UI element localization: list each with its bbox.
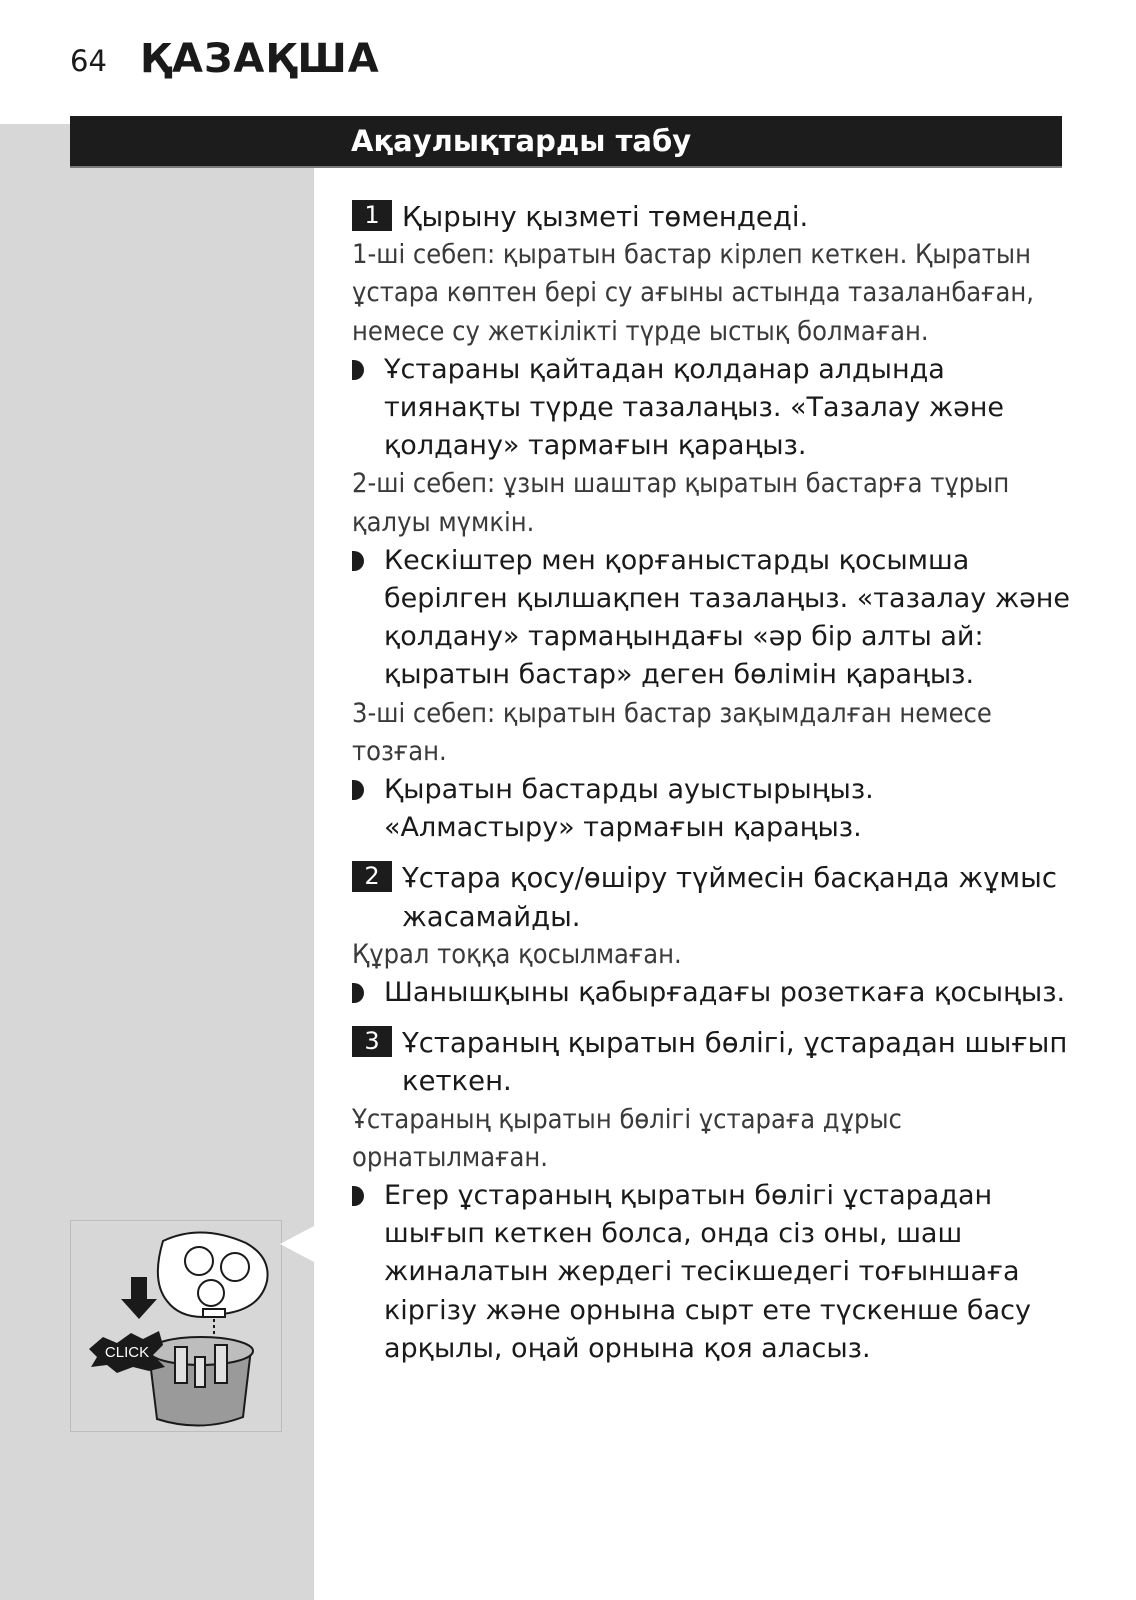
language-title: ҚАЗАҚША xyxy=(140,36,380,82)
cause-text: 1-ші себеп: қыратын бастар кірлеп кеткен. Қыратын ұстара көптен бері су ағыны астында тазаланбаған, немесе су жеткілікті түрде ыстық болмаған. xyxy=(352,239,1035,347)
issue-number-badge: 1 xyxy=(352,200,392,231)
section-title: Ақаулықтарды табу xyxy=(351,124,692,158)
issue-title: Қырыну қызметі төмендеді. xyxy=(402,201,809,233)
bullet-icon xyxy=(352,360,364,380)
illustration-pointer xyxy=(280,1226,314,1262)
bullet-icon xyxy=(352,551,364,571)
issue-number-badge: 2 xyxy=(352,861,392,892)
bullet-icon xyxy=(352,1186,364,1206)
page-number: 64 xyxy=(70,44,107,78)
section-header-bar xyxy=(70,116,1062,166)
cause-text: Құрал тоққа қосылмаған. xyxy=(352,938,682,970)
issue-1-heading xyxy=(352,198,1072,236)
action-text: Кескіштер мен қорғаныстарды қосымша берілген қылшақпен тазалаңыз. «тазалау және қолдану» тармаңындағы «әр бір алты ай: қыратын бастар» деген бөлімін қараңыз. xyxy=(384,544,1071,691)
action-text: Ұстараны қайтадан қолданар алдында тиянақты түрде тазалаңыз. «Тазалау және қолдану» тармағын қараңыз. xyxy=(384,353,1005,462)
shaving-head-illustration xyxy=(70,1220,282,1432)
troubleshooting-content xyxy=(352,198,1072,1368)
issue-title: Ұстара қосу/өшіру түймесін басқанда жұмыс жасамайды. xyxy=(402,862,1057,933)
issue-2-heading xyxy=(352,859,1072,935)
action-text: Қыратын бастарды ауыстырыңыз. «Алмастыру» тармағын қараңыз. xyxy=(384,774,874,844)
action-text: Егер ұстараның қыратын бөлігі ұстарадан шығып кеткен болса, онда сіз оны, шаш жиналатын жердегі тесікшедегі тоғыншаға кіргізу және орнына сырт ете түскенше басу арқылы, оңай орнына қоя аласыз. xyxy=(384,1180,1031,1364)
cause-text: 2-ші себеп: ұзын шаштар қыратын бастарға тұрып қалуы мүмкін. xyxy=(352,468,1010,538)
action-item xyxy=(352,351,1072,466)
issue-3-heading xyxy=(352,1024,1072,1100)
bullet-icon xyxy=(352,983,364,1003)
shaving-head-click-icon xyxy=(71,1221,281,1431)
bullet-icon xyxy=(352,780,364,800)
action-item xyxy=(352,1177,1072,1368)
action-item xyxy=(352,974,1072,1012)
action-item xyxy=(352,542,1072,695)
action-item xyxy=(352,771,1072,847)
action-text: Шанышқыны қабырғадағы розеткаға қосыңыз. xyxy=(384,977,1066,1009)
click-label: CLICK xyxy=(104,1344,150,1361)
cause-text: Ұстараның қыратын бөлігі ұстараға дұрыс орнатылмаған. xyxy=(352,1103,902,1173)
issue-title: Ұстараның қыратын бөлігі, ұстарадан шығып кеткен. xyxy=(402,1027,1068,1098)
cause-text: 3-ші себеп: қыратын бастар зақымдалған немесе тозған. xyxy=(352,697,992,767)
issue-number-badge: 3 xyxy=(352,1026,392,1057)
